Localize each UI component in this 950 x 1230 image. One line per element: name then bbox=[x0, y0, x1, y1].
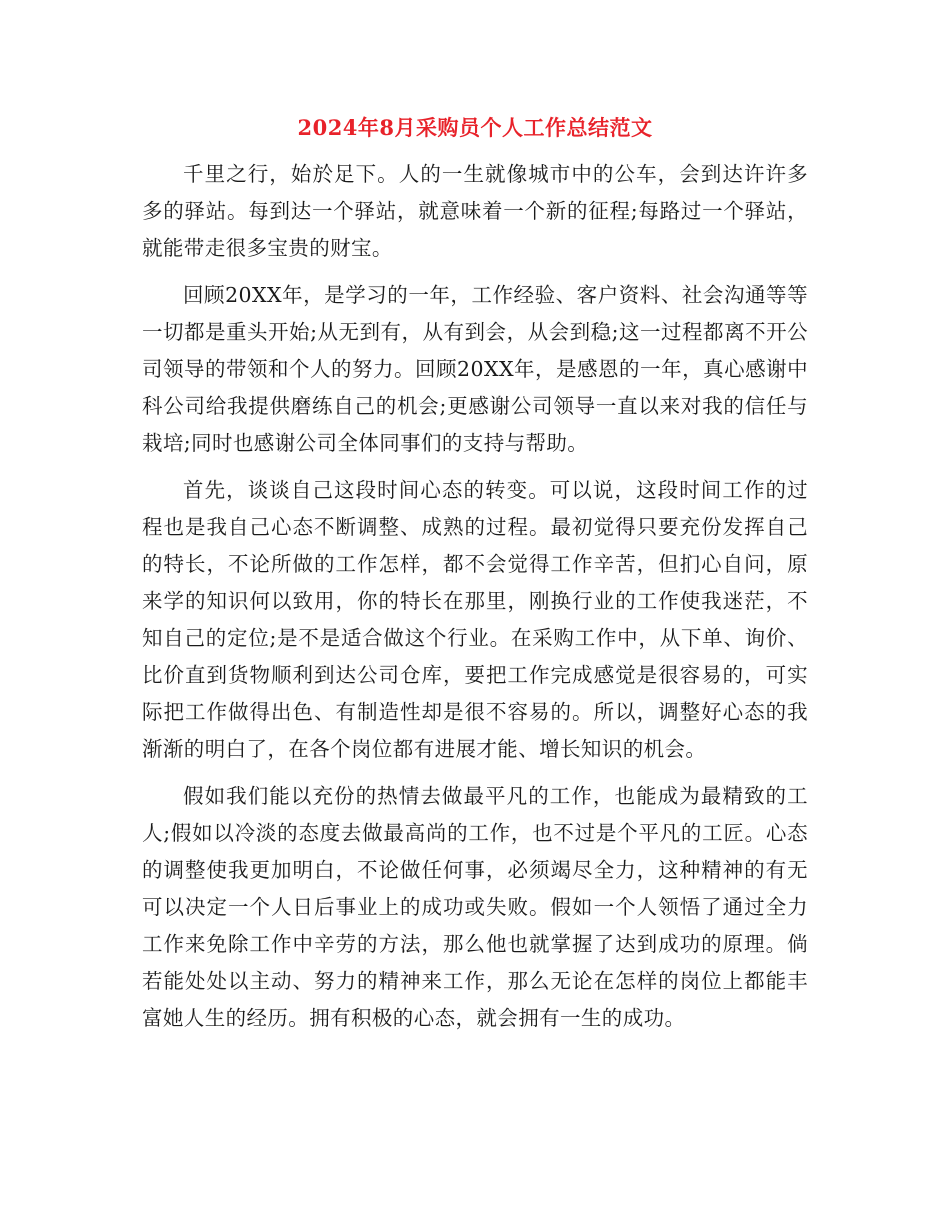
paragraph-3: 首先，谈谈自己这段时间心态的转变。可以说，这段时间工作的过程也是我自己心态不断调整、成熟的过程。最初觉得只要充份发挥自己的特长，不论所做的工作怎样，都不会觉得工作辛苦，但扪心自问，原来学的知识何以致用，你的特长在那里，刚换行业的工作使我迷茫，不知自己的定位;是不是适合做这个行业。在采购工作中，从下单、询价、比价直到货物顺利到达公司仓库，要把工作完成感觉是很容易的，可实际把工作做得出色、有制造性却是很不容易的。所以，调整好心态的我渐渐的明白了，在各个岗位都有进展才能、增长知识的机会。 bbox=[142, 478, 808, 761]
document-title: 2024年8月采购员个人工作总结范文 bbox=[297, 115, 653, 140]
paragraph-1: 千里之行，始於足下。人的一生就像城市中的公车，会到达许许多多的驿站。每到达一个驿站，就意味着一个新的征程;每路过一个驿站，就能带走很多宝贵的财宝。 bbox=[142, 162, 808, 260]
document-body bbox=[142, 156, 808, 1047]
paragraph-2: 回顾20XX年，是学习的一年，工作经验、客户资料、社会沟通等等一切都是重头开始;从无到有，从有到会，从会到稳;这一过程都离不开公司领导的带领和个人的努力。回顾20XX年，是感恩的一年，真心感谢中科公司给我提供磨练自己的机会;更感谢公司领导一直以来对我的信任与栽培;同时也感谢公司全体同事们的支持与帮助。 bbox=[142, 283, 808, 455]
paragraph-4: 假如我们能以充份的热情去做最平凡的工作，也能成为最精致的工人;假如以冷淡的态度去做最高尚的工作，也不过是个平凡的工匠。心态的调整使我更加明白，不论做任何事，必须竭尽全力，这种精神的有无可以决定一个人日后事业上的成功或失败。假如一个人领悟了通过全力工作来免除工作中辛劳的方法，那么他也就掌握了达到成功的原理。倘若能处处以主动、努力的精神来工作，那么无论在怎样的岗位上都能丰富她人生的经历。拥有积极的心态，就会拥有一生的成功。 bbox=[142, 784, 808, 1030]
